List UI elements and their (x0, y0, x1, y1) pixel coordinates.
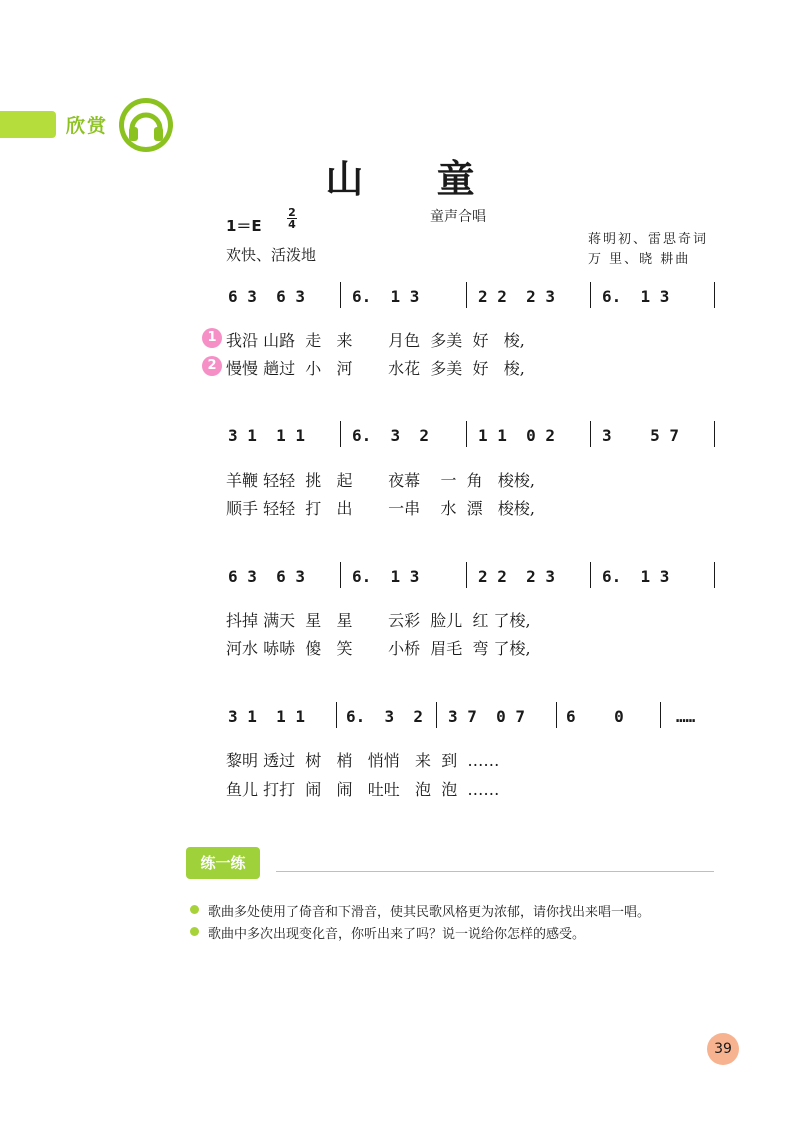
lyric-verse-2: 鱼儿 打打 闹 闹 吐吐 泡 泡 …… (226, 780, 500, 799)
composer-credit: 万 里、晓 耕曲 (588, 252, 691, 267)
barline (436, 702, 437, 728)
barline (590, 421, 591, 447)
barline (466, 282, 467, 308)
bullet-icon (190, 927, 199, 936)
section-label: 欣赏 (66, 115, 109, 137)
lyricist-credit: 蒋明初、雷思奇词 (588, 232, 709, 247)
barline (590, 562, 591, 588)
lyric-verse-1: 抖掉 满天 星 星 云彩 脸儿 红 了梭, (226, 611, 531, 630)
barline (590, 282, 591, 308)
bullet-icon (190, 905, 199, 914)
measure: 2 2 2 3 (478, 287, 556, 306)
measure: 6 0 (566, 707, 624, 726)
barline (340, 562, 341, 588)
tempo-marking: 欢快、活泼地 (226, 246, 317, 264)
lyric-verse-1: 我沿 山路 走 来 月色 多美 好 梭, (226, 331, 525, 350)
song-subtitle: 童声合唱 (430, 209, 486, 225)
measure: 6. 1 3 (352, 567, 420, 586)
measure: 6. 1 3 (352, 287, 420, 306)
lyric-verse-2: 顺手 轻轻 打 出 一串 水 漂 梭梭, (226, 499, 535, 518)
barline (340, 421, 341, 447)
measure: 6 3 6 3 (228, 567, 306, 586)
barline (714, 562, 715, 588)
measure: 6. 1 3 (602, 287, 670, 306)
key-signature: 1＝E (226, 217, 262, 235)
measure: 6. 1 3 (602, 567, 670, 586)
measure: 6. 3 2 (346, 707, 424, 726)
barline (336, 702, 337, 728)
barline (556, 702, 557, 728)
verse-badge: 2 (202, 356, 222, 376)
lyric-verse-1: 黎明 透过 树 梢 悄悄 来 到 …… (226, 751, 500, 770)
barline (714, 421, 715, 447)
meter-top: 2 (288, 206, 296, 219)
measure: 3 1 1 1 (228, 707, 306, 726)
section-tab-bar (0, 111, 56, 138)
headphone-icon (118, 97, 174, 153)
lyric-verse-2: 慢慢 趟过 小 河 水花 多美 好 梭, (226, 359, 525, 378)
measure: 3 5 7 (602, 426, 680, 445)
measure: 6. 3 2 (352, 426, 430, 445)
barline (466, 562, 467, 588)
practice-divider (276, 871, 714, 872)
practice-label: 练一练 (186, 847, 260, 879)
measure: 3 7 0 7 (448, 707, 526, 726)
measure: 6 3 6 3 (228, 287, 306, 306)
practice-item: 歌曲多处使用了倚音和下滑音，使其民歌风格更为浓郁，请你找出来唱一唱。 (208, 905, 651, 920)
lyric-verse-2: 河水 哧哧 傻 笑 小桥 眉毛 弯 了梭, (226, 639, 531, 658)
barline (340, 282, 341, 308)
barline (660, 702, 661, 728)
meter-bottom: 4 (288, 218, 296, 231)
barline (466, 421, 467, 447)
measure: 2 2 2 3 (478, 567, 556, 586)
practice-item: 歌曲中多次出现变化音，你听出来了吗？说一说给你怎样的感受。 (208, 927, 586, 942)
measure: 1 1 0 2 (478, 426, 556, 445)
barline (714, 282, 715, 308)
time-signature (284, 207, 300, 230)
measure: 3 1 1 1 (228, 426, 306, 445)
page-number: 39 (707, 1033, 739, 1065)
continuation: …… (676, 707, 696, 726)
lyric-verse-1: 羊鞭 轻轻 挑 起 夜幕 一 角 梭梭, (226, 471, 535, 490)
song-title: 山 童 (325, 156, 505, 201)
verse-badge: 1 (202, 328, 222, 348)
